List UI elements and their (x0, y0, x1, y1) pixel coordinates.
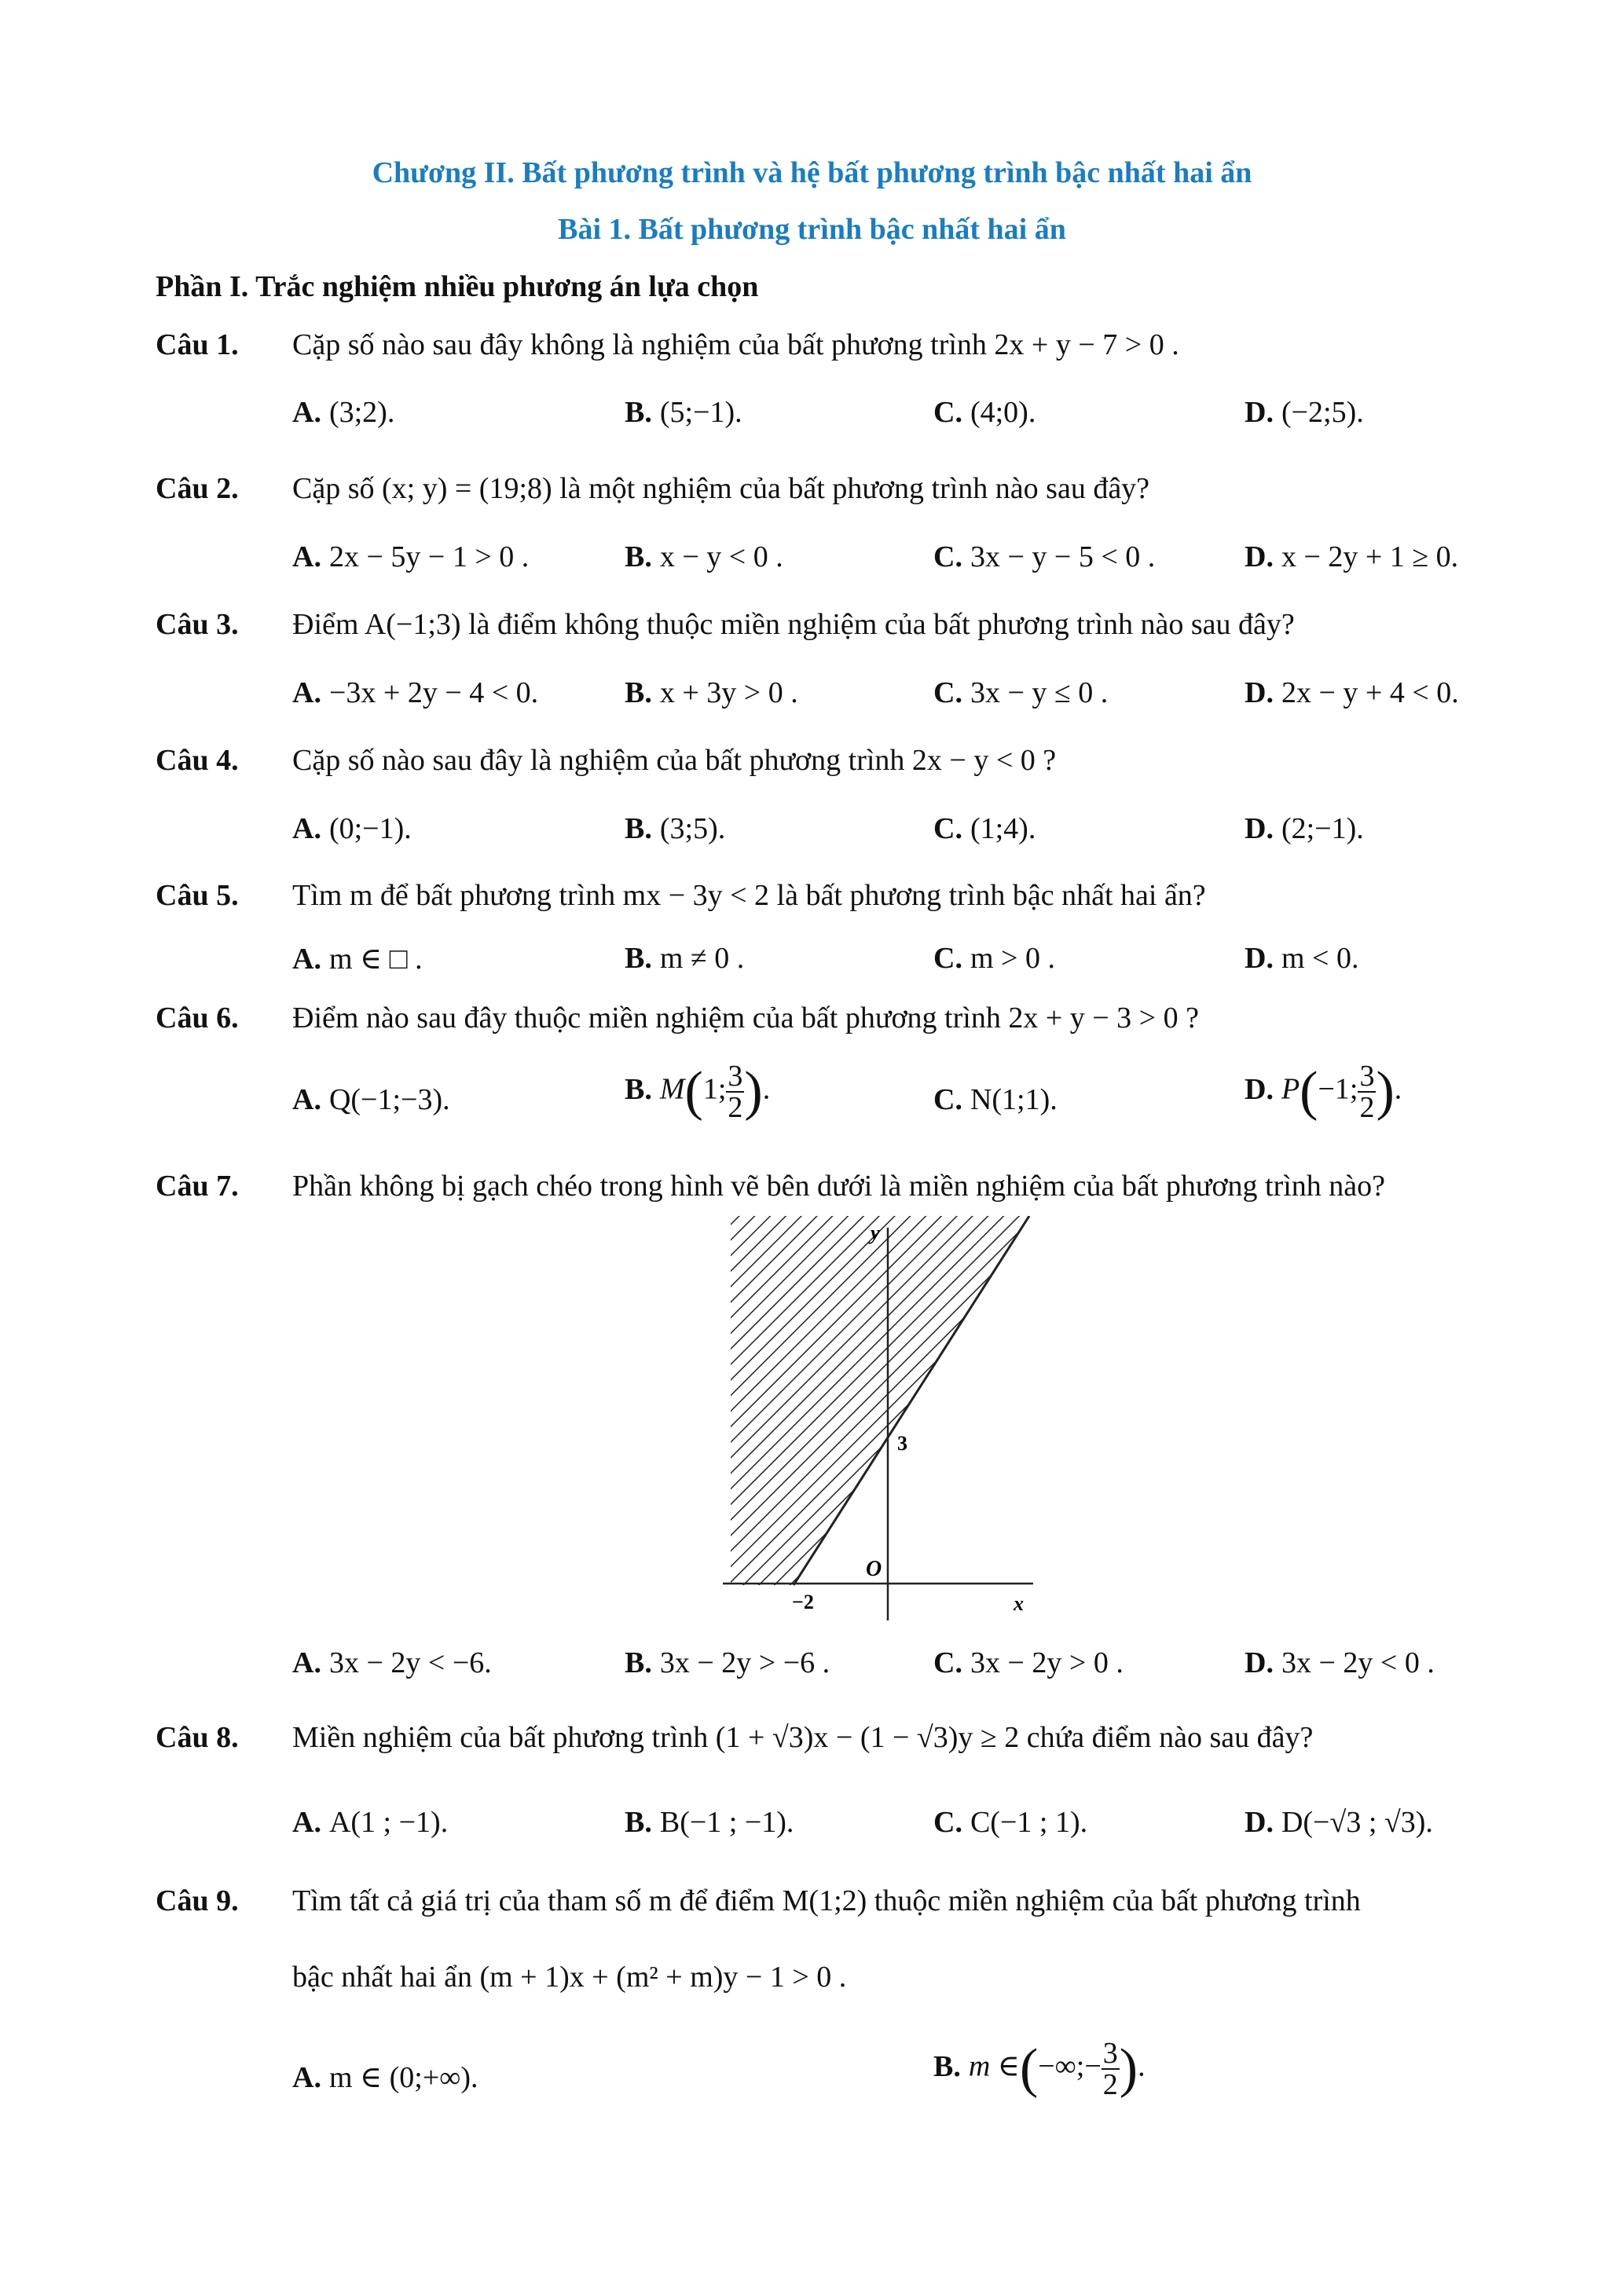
part-heading: Phần I. Trắc nghiệm nhiều phương án lựa chọn (156, 270, 759, 303)
option-b: B. m ∈(−∞;− $\frac{3}{2}$ ). (933, 2037, 1146, 2101)
option-a: A. (0;−1). (292, 812, 412, 845)
question-text: Cặp số nào sau đây không là nghiệm của bất phương trình 2x + y − 7 > 0 . (292, 328, 1179, 361)
question-number: Câu 8. (156, 1721, 239, 1754)
option-d: D. (−2;5). (1245, 396, 1364, 429)
question-number: Câu 7. (156, 1170, 239, 1203)
chapter-title: Chương II. Bất phương trình và hệ bất phương trình bậc nhất hai ẩn (372, 156, 1252, 189)
option-b: B. x + 3y > 0 . (625, 676, 798, 709)
question-text-continued: bậc nhất hai ẩn (m + 1)x + (m² + m)y − 1 > 0 . (292, 1961, 847, 1994)
option-c: C. (4;0). (933, 396, 1036, 429)
question-text: Tìm tất cả giá trị của tham số m để điểm M(1;2) thuộc miền nghiệm của bất phương trình (292, 1884, 1361, 1917)
option-d: D. 2x − y + 4 < 0. (1245, 676, 1459, 709)
question-number: Câu 5. (156, 879, 239, 912)
option-d: D. D(−√3 ; √3). (1245, 1806, 1433, 1839)
option-d: D. 3x − 2y < 0 . (1245, 1646, 1435, 1679)
option-b: B. (5;−1). (625, 396, 742, 429)
option-b: B. 3x − 2y > −6 . (625, 1646, 830, 1679)
question-number: Câu 1. (156, 328, 239, 361)
question-text: Phần không bị gạch chéo trong hình vẽ bên dưới là miền nghiệm của bất phương trình nào? (292, 1170, 1386, 1203)
question-number: Câu 6. (156, 1002, 239, 1034)
option-d: D. m < 0. (1245, 942, 1359, 975)
question-text: Cặp số nào sau đây là nghiệm của bất phương trình 2x − y < 0 ? (292, 744, 1057, 777)
option-c: C. m > 0 . (933, 942, 1055, 975)
question-number: Câu 2. (156, 472, 239, 505)
option-c: C. 3x − 2y > 0 . (933, 1646, 1124, 1679)
option-b: B. M(1; $\frac{3}{2}$ ). (625, 1060, 771, 1124)
option-d: D. P(−1; $\frac{3}{2}$ ). (1245, 1060, 1402, 1124)
option-c: C. C(−1 ; 1). (933, 1806, 1088, 1839)
y-axis-label: y (871, 1221, 880, 1244)
question-number: Câu 4. (156, 744, 239, 777)
option-c: C. 3x − y − 5 < 0 . (933, 540, 1156, 573)
option-a: A. (3;2). (292, 396, 395, 429)
x-axis-label: x (1014, 1592, 1024, 1615)
option-d: D. (2;−1). (1245, 812, 1364, 845)
option-a: A. 2x − 5y − 1 > 0 . (292, 540, 530, 573)
question-text: Điểm A(−1;3) là điểm không thuộc miền nghiệm của bất phương trình nào sau đây? (292, 608, 1295, 641)
option-b: B. x − y < 0 . (625, 540, 783, 573)
inequality-graph (723, 1216, 1037, 1624)
option-b: B. B(−1 ; −1). (625, 1806, 794, 1839)
origin-label: O (866, 1557, 882, 1581)
question-text: Điểm nào sau đây thuộc miền nghiệm của bất phương trình 2x + y − 3 > 0 ? (292, 1002, 1199, 1034)
option-a: A. A(1 ; −1). (292, 1806, 449, 1839)
option-b: B. m ≠ 0 . (625, 942, 745, 975)
option-b: B. (3;5). (625, 812, 726, 845)
option-a: A. Q(−1;−3). (292, 1083, 450, 1116)
question-number: Câu 3. (156, 608, 239, 641)
question-text: Miền nghiệm của bất phương trình (1 + √3)x − (1 − √3)y ≥ 2 chứa điểm nào sau đây? (292, 1721, 1314, 1754)
option-a: A. m ∈ (0;+∞). (292, 2061, 478, 2094)
question-text: Tìm m để bất phương trình mx − 3y < 2 là bất phương trình bậc nhất hai ẩn? (292, 879, 1206, 912)
option-d: D. x − 2y + 1 ≥ 0. (1245, 540, 1459, 573)
x-tick-minus-2: −2 (792, 1591, 814, 1613)
option-a: A. 3x − 2y < −6. (292, 1646, 492, 1679)
option-c: C. (1;4). (933, 812, 1036, 845)
option-c: C. N(1;1). (933, 1083, 1058, 1116)
question-number: Câu 9. (156, 1884, 239, 1917)
lesson-title: Bài 1. Bất phương trình bậc nhất hai ẩn (558, 213, 1066, 246)
hatched-region (723, 1216, 1037, 1593)
option-a: A. −3x + 2y − 4 < 0. (292, 676, 539, 709)
question-text: Cặp số (x; y) = (19;8) là một nghiệm của bất phương trình nào sau đây? (292, 472, 1150, 505)
y-tick-3: 3 (897, 1432, 907, 1455)
option-a: A. m ∈ □ . (292, 943, 423, 976)
option-c: C. 3x − y ≤ 0 . (933, 676, 1109, 709)
